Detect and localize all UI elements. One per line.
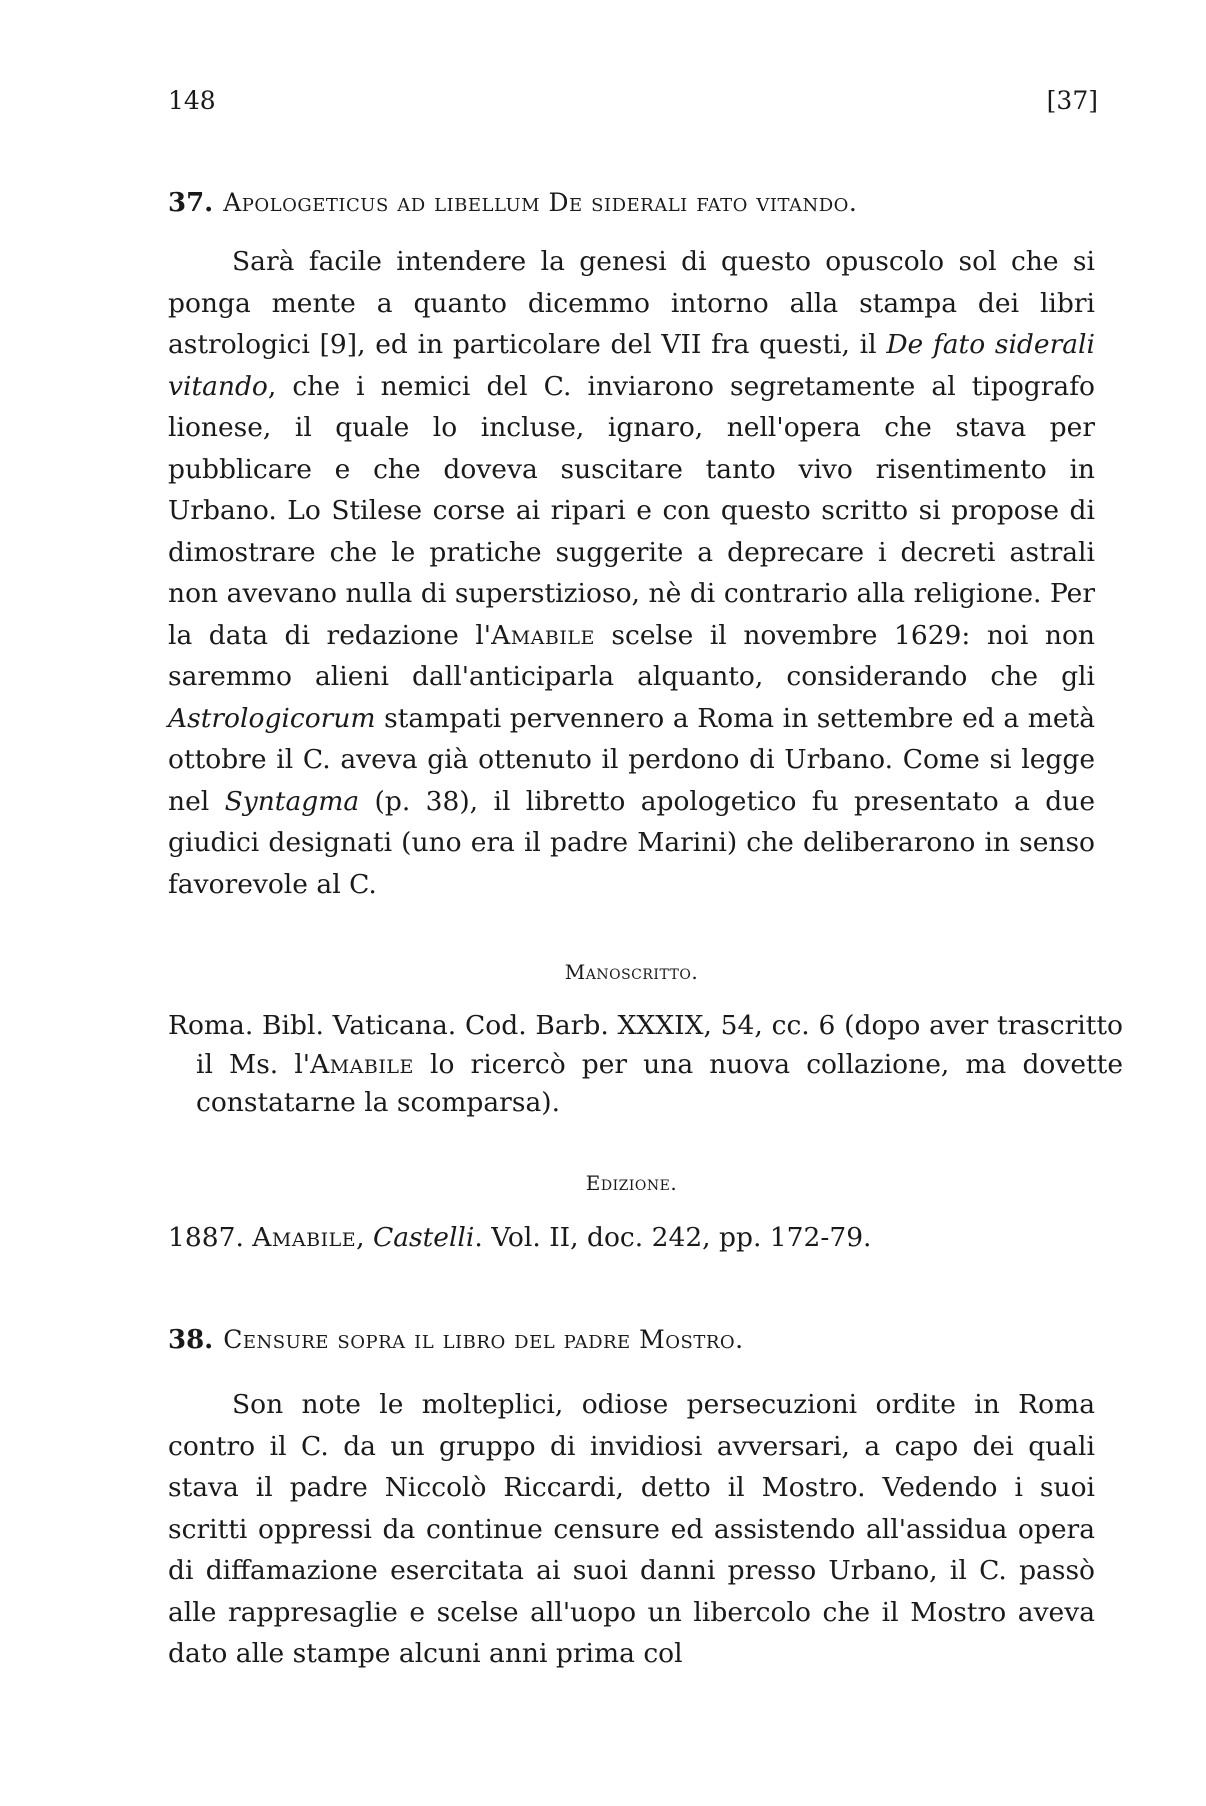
text-run: , <box>356 1222 373 1253</box>
text-run: (p. 38), il libretto apologetico fu presentato a due giudici designati (uno era il padre Marini) che deliberarono in senso favorevole al C. <box>168 785 1095 900</box>
manuscript-entry <box>168 1007 1123 1123</box>
edition-heading: Edizione. <box>585 1171 678 1195</box>
text-run: . Vol. II, doc. 242, pp. 172-79. <box>474 1222 872 1253</box>
author-name: Amabile <box>310 1048 414 1080</box>
italic-title-castelli: Castelli <box>372 1222 475 1253</box>
author-name: Amabile <box>491 619 595 651</box>
manuscript-heading: Manoscritto. <box>564 960 699 984</box>
text-run: , che i nemici del C. inviarono segretamente al tipografo lionese, il quale lo incluse, ignaro, nell'opera che stava per pubblicare e che doveva suscitare tanto vivo risentimento in Urbano. Lo Stilese corse ai ripari e con questo scritto si propose di dimostrare che le pratiche suggerite a deprecare i decreti astrali non avevano nulla di superstizioso, nè di contrario alla religione. Per la data di redazione l' <box>168 370 1095 651</box>
text-run: 1887. <box>168 1222 253 1253</box>
section-37-heading <box>168 188 1095 218</box>
text-run: Sarà facile intendere la genesi di questo opuscolo sol che si ponga mente a quanto dicemmo intorno alla stampa dei libri astrologici [9], ed in particolare del VII fra questi, il <box>168 246 1095 360</box>
section-37-number: 37. <box>168 188 214 218</box>
section-38-heading <box>168 1325 1095 1355</box>
section-37-title: Apologeticus ad libellum De siderali fato vitando. <box>223 188 858 217</box>
text-run: Roma. Bibl. Vaticana. Cod. Barb. XXXIX, 54, cc. 6 (dopo aver trascritto il Ms. l' <box>168 1010 1123 1080</box>
text-run: stampati pervennero a Roma in settembre ed a metà ottobre il C. aveva già ottenuto il perdono di Urbano. Come si legge nel <box>168 702 1095 817</box>
section-38-title: Censure sopra il libro del padre Mostro. <box>223 1325 744 1354</box>
section-38-number: 38. <box>168 1325 214 1355</box>
italic-title-syntagma: Syntagma <box>224 785 360 817</box>
section-37-paragraph <box>168 241 1095 905</box>
page-number: 148 <box>168 86 216 115</box>
text-run: scelse il novembre 1629: noi non saremmo alieni dall'anticiparla alquanto, considerando che gli <box>168 619 1095 692</box>
italic-title-de-fato: De fato siderali vitando <box>168 329 1095 402</box>
author-name: Amabile <box>252 1222 357 1253</box>
section-reference: [37] <box>1046 86 1098 115</box>
running-header <box>168 86 1098 122</box>
section-38-paragraph: Son note le molteplici, odiose persecuzioni ordite in Roma contro il C. da un gruppo di invidiosi avversari, a capo dei quali stava il padre Niccolò Riccardi, detto il Mostro. Vedendo i suoi scritti oppressi da continue censure ed assistendo all'assidua opera di diffamazione esercitata ai suoi danni presso Urbano, il C. passò alle rappresaglie e scelse all'uopo un libercolo che il Mostro aveva dato alle stampe alcuni anni prima col <box>168 1389 1095 1669</box>
text-run: lo ricercò per una nuova collazione, ma dovette constatarne la scomparsa). <box>196 1048 1123 1118</box>
edition-entry <box>168 1219 1123 1258</box>
italic-title-astrologicorum: Astrologicorum <box>168 702 376 734</box>
